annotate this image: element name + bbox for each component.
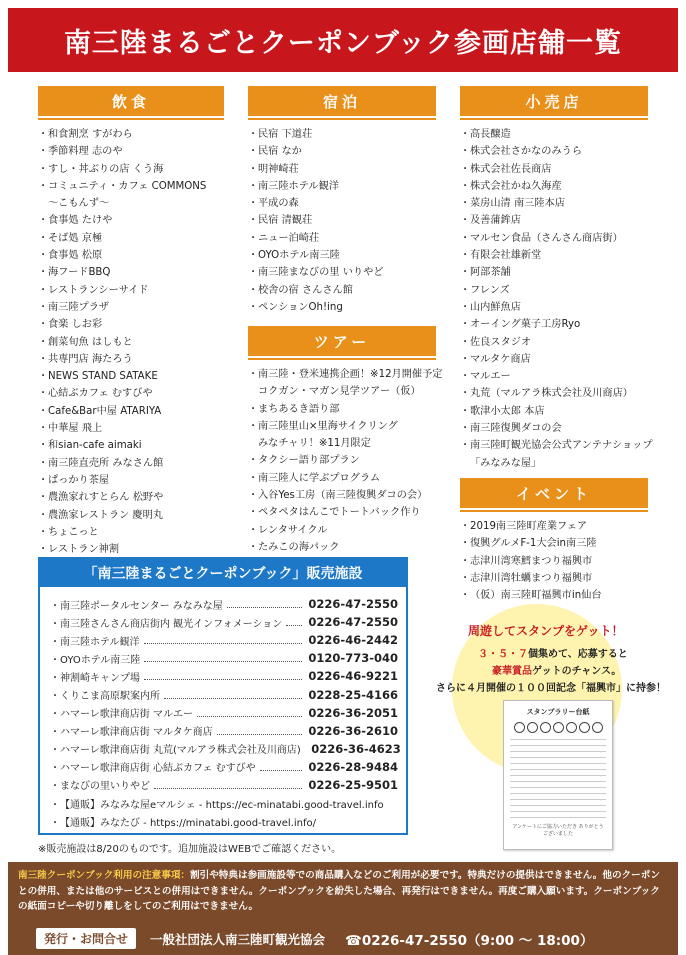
sales-row: ・ 南三陸ホテル観洋 0226-46-2442 [50,633,398,648]
lodging-list-item: ・ 明神崎荘 [248,161,436,178]
retail-list-item: ・ 佐良スタジオ [460,334,648,351]
retail-list-item: ・ マルエー [460,368,648,385]
tour-list-item: ・ たみこの海パック [248,539,436,556]
sales-facility-name: くりこま高原駅案内所 [60,691,160,703]
contact-organization: 一般社団法人南三陸町観光協会 [150,931,326,947]
stamp-card-circles [510,722,606,733]
tour-list [248,366,443,556]
food-list-item: ・ 農漁家れすとらん 松野や [38,489,224,506]
retail-list-item: ・ 山内鮮魚店 [460,299,648,316]
footer-notice-text: 割引や特典は参画施設等での商品購入などのご利用が必要です。特典だけの提供はできません。他のクーポンとの併用、または他のサービスとの併用はできません。クーポンブックを紛失した場合、再発行はできません。再度ご購入願います。クーポンブックの紙面コピーや切り離しをしてのご利用はできません。 [18,870,660,912]
sales-facility-name: ハマーレ歌津商店街 マルエー [60,709,193,721]
tour-list-item: ・ 南三陸人に学ぶプログラム [248,470,436,487]
sales-facility-name: まなびの里いりやど [60,781,150,793]
lodging-list-item: ・ 民宿 下道荘 [248,126,436,143]
food-list-item: ・ 中華屋 飛上 [38,420,224,437]
leader-dots [217,727,302,735]
sales-list [40,587,406,830]
stamp-card-title: スタンプラリー台紙 [526,708,590,716]
sales-row: ・ ハマーレ歌津商店街 丸荒(マルアラ株式会社及川商店) 0226-36-4623 [50,741,401,757]
sales-facilities-box [38,557,408,835]
lodging-list-item: ・ 南三陸ホテル観洋 [248,178,436,195]
event-list-item: ・ 2019南三陸町産業フェア [460,518,648,535]
footer-contact-bar [36,928,593,949]
tour-heading: ツアー [248,326,436,356]
lodging-list-item: ・ ニュー泊崎荘 [248,230,436,247]
tour-list-item: コクガン・マガン見学ツアー（仮） [258,386,421,398]
retail-list-item: ・ マルタケ商店 [460,351,648,368]
sales-row: ・ OYOホテル南三陸 0120-773-040 [50,651,398,666]
contact-phone: ☎0226-47-2550（9:00 〜 18:00） [345,932,594,949]
sales-facility-phone: 0226-46-2442 [308,633,398,648]
lodging-list-item: ・ 校舎の宿 さんさん館 [248,282,436,299]
retail-list-item: ・ 阿部茶舗 [460,264,648,281]
sales-facility-phone: 0120-773-040 [308,651,398,666]
food-list-item: ・ 創菜旬魚 はしもと [38,334,224,351]
stamp-line-3: さらに４月開催の１００回記念「福興市」に持参！ [436,683,666,694]
tour-list-item: ・ 南三陸・登米連携企画！※12月開催予定 [248,366,436,383]
stamp-line-2-rest: ゲットのチャンス。 [532,666,622,677]
leader-dots [144,672,302,680]
tour-column [248,326,443,556]
food-list-item: ・ ちょこっと [38,524,224,541]
stamp-card-image [503,700,613,850]
leader-dots [144,636,303,644]
retail-list-item: ・ 株式会社佐長商店 [460,161,648,178]
stamp-slot [579,722,590,733]
tour-list-item: ・ レンタサイクル [248,522,436,539]
sales-facility-name: OYOホテル南三陸 [60,654,141,666]
food-list-item: ・ NEWS STAND SATAKE [38,368,224,385]
stamp-card-lines [510,739,606,818]
lodging-list-item: ・ ペンションOh!ing [248,299,436,316]
sales-row: ・ ハマーレ歌津商店街 マルエー 0226-36-2051 [50,705,398,721]
event-heading: イベント [460,478,648,508]
food-list-item: ・ 食楽 しお彩 [38,316,224,333]
sales-facility-phone: 0226-36-2051 [308,705,398,720]
retail-list-item: ・ 及善蒲鉾店 [460,212,648,229]
food-list-item: ・ 南三陸直売所 みなさん館 [38,455,224,472]
stamp-slot [527,722,538,733]
food-list-item: ・ 心結ぶカフェ むすびや [38,385,224,402]
sales-facility-phone: 0226-47-2550 [308,597,398,612]
retail-list-item: ・ 菜房山清 南三陸本店 [460,195,648,212]
leader-dots [164,691,302,699]
page-title: 南三陸まるごとクーポンブック参画店舗一覧 [8,8,678,72]
retail-list-item: ・ 有限会社雄新堂 [460,247,648,264]
food-column [38,86,224,558]
food-list-item: ・ 南三陸プラザ [38,299,224,316]
stamp-slot [592,722,603,733]
stamp-line-2 [492,662,621,677]
sales-facility-phone: 0226-36-2610 [308,723,398,738]
retail-list-item: ・ 高長醸造 [460,126,648,143]
event-list-item: ・ （仮）南三陸町福興市in仙台 [460,587,648,604]
stamp-slot [553,722,564,733]
sales-row: ・ 南三陸ポータルセンター みなみな屋 0226-47-2550 [50,597,398,612]
food-list-item: ・ 和sian-cafe aimaki [38,437,224,454]
retail-list-item: ・ オーイング菓子工房Ryo [460,316,648,333]
event-list [460,518,648,604]
retail-list-item: ・ 株式会社かね久海産 [460,178,648,195]
event-column [460,478,648,604]
sales-row: ・ くりこま高原駅案内所 0228-25-4166 [50,687,398,703]
leader-dots [227,600,302,608]
sales-facility-name: 南三陸さんさん商店街内 観光インフォメーション [60,618,283,630]
sales-row: ・ 【通販】みなみな屋eマルシェ - https://ec-minatabi.good-travel.info [50,794,398,812]
lodging-heading: 宿泊 [248,86,436,116]
sales-facility-phone: 0226-36-4623 [311,741,401,756]
food-list-item: ・ すし・丼ぶりの店 くう海 [38,161,224,178]
retail-list-item: ・ 丸荒（マルアラ株式会社及川商店） [460,385,648,402]
retail-heading: 小売店 [460,86,648,116]
food-list-item: ・ コミュニティ・カフェ COMMONS [38,178,224,195]
sales-facility-name: 【通販】みなみな屋eマルシェ - https://ec-minatabi.good-travel.info [60,799,384,811]
sales-row: ・ 南三陸さんさん商店街内 観光インフォメーション 0226-47-2550 [50,615,398,630]
retail-list-item: 「みなみな屋」 [470,457,542,469]
lodging-list [248,126,436,316]
stamp-title: 周遊してスタンプをゲット！ [468,624,624,638]
stamp-line-1 [478,645,628,660]
stamp-prize-text: 豪華賞品 [492,666,532,677]
tour-list-item: ・ タクシー語り部プラン [248,452,436,469]
food-list-item: ・ そば処 京極 [38,230,224,247]
retail-list-item: ・ 南三陸町観光協会公式アンテナショップ [460,437,648,454]
lodging-list-item: ・ OYOホテル南三陸 [248,247,436,264]
stamp-slot [514,722,525,733]
retail-list [460,126,653,472]
retail-list-item: ・ 南三陸復興ダコの会 [460,420,648,437]
sales-facility-phone: 0226-28-9484 [308,759,398,774]
food-list-item: ・ 海フードBBQ [38,264,224,281]
event-list-item: ・ 志津川湾牡蠣まつり福興市 [460,570,648,587]
footer-notice [8,862,678,915]
sales-facility-phone: 0226-46-9221 [308,669,398,684]
event-list-item: ・ 志津川湾寒鱈まつり福興市 [460,553,648,570]
food-list-item: 〜こもんず〜 [48,198,110,210]
tour-list-item: ・ ペタペタはんこでトートバック作り [248,504,436,521]
sales-row: ・ ハマーレ歌津商店街 心結ぶカフェ むすびや 0226-28-9484 [50,759,398,775]
leader-dots [144,654,302,662]
sales-facility-phone: 0228-25-4166 [308,687,398,702]
tour-list-item: ・ 南三陸里山×里海サイクリング [248,418,436,435]
retail-list-item: ・ フレンズ [460,282,648,299]
sales-row: ・ まなびの里いりやど 0226-25-9501 [50,777,398,793]
food-list-item: ・ 農漁家レストラン 慶明丸 [38,507,224,524]
sales-facility-name: ハマーレ歌津商店街 心結ぶカフェ むすびや [60,763,256,775]
footer-notice-label: 南三陸クーポンブック利用の注意事項： [18,870,191,881]
retail-list-item: ・ 株式会社さかなのみうら [460,143,648,160]
stamp-slot [566,722,577,733]
footer [8,862,678,955]
lodging-list-item: ・ 民宿 清観荘 [248,212,436,229]
sales-facility-name: 南三陸ポータルセンター みなみな屋 [60,600,223,612]
sales-facility-name: ハマーレ歌津商店街 丸荒(マルアラ株式会社及川商店) [60,745,301,757]
lodging-list-item: ・ 平成の森 [248,195,436,212]
lodging-column [248,86,436,316]
leader-dots [260,763,302,771]
leader-dots [286,618,302,626]
food-list-item: ・ 共専門店 海たろう [38,351,224,368]
food-heading: 飲食 [38,86,224,116]
leader-dots [197,709,302,717]
stamp-slot [540,722,551,733]
sales-facility-name: 神割崎キャンプ場 [60,672,140,684]
lodging-list-item: ・ 民宿 なか [248,143,436,160]
stamp-count-text: ３・５・７ [478,649,528,660]
sales-heading: 「南三陸まるごとクーポンブック」販売施設 [40,559,406,587]
sales-row: ・ 神割崎キャンプ場 0226-46-9221 [50,669,398,684]
food-list-item: ・ 食事処 松原 [38,247,224,264]
tour-list-item: ・ 入谷Yes工房（南三陸復興ダコの会） [248,487,436,504]
stamp-line-1-rest: 個集めて、応募すると [528,649,628,660]
sales-facility-name: 【通販】みなたび - https://minatabi.good-travel.info/ [60,817,317,829]
retail-column [460,86,653,472]
food-list-item: ・ 和食割烹 すがわら [38,126,224,143]
food-list-item: ・ Cafe&Bar中屋 ATARIYA [38,403,224,420]
food-list-item: ・ 食事処 たけや [38,212,224,229]
food-list-item: ・ レストランシーサイド [38,282,224,299]
sales-facility-name: 南三陸ホテル観洋 [60,636,140,648]
event-list-item: ・ 復興グルメF-1大会in南三陸 [460,535,648,552]
sales-row: ・ ハマーレ歌津商店街 マルタケ商店 0226-36-2610 [50,723,398,739]
retail-list-item: ・ マルセン食品（さんさん商店街） [460,230,648,247]
lodging-list-item: ・ 南三陸まなびの里 いりやど [248,264,436,281]
food-list-item: ・ 季節料理 志のや [38,143,224,160]
retail-list-item: ・ 歌津小太郎 本店 [460,403,648,420]
sales-note: ※販売施設は8/20のものです。追加施設はWEBでご確認ください。 [38,844,342,855]
contact-label: 発行・お問合せ [36,928,136,949]
food-list [38,126,224,558]
food-list-item: ・ レストラン神割 [38,541,224,558]
food-list-item: ・ ぱっかり茶屋 [38,472,224,489]
sales-facility-phone: 0226-25-9501 [308,777,398,792]
sales-facility-phone: 0226-47-2550 [308,615,398,630]
sales-row: ・ 【通販】みなたび - https://minatabi.good-travel.info/ [50,812,398,830]
sales-facility-name: ハマーレ歌津商店街 マルタケ商店 [60,727,213,739]
stamp-card-footer: アンケートにご協力いただき ありがとうございました [512,824,604,837]
tour-list-item: ・ まちあるき語り部 [248,401,436,418]
tour-list-item: みなチャリ！※11月限定 [258,438,371,450]
leader-dots [154,781,302,789]
